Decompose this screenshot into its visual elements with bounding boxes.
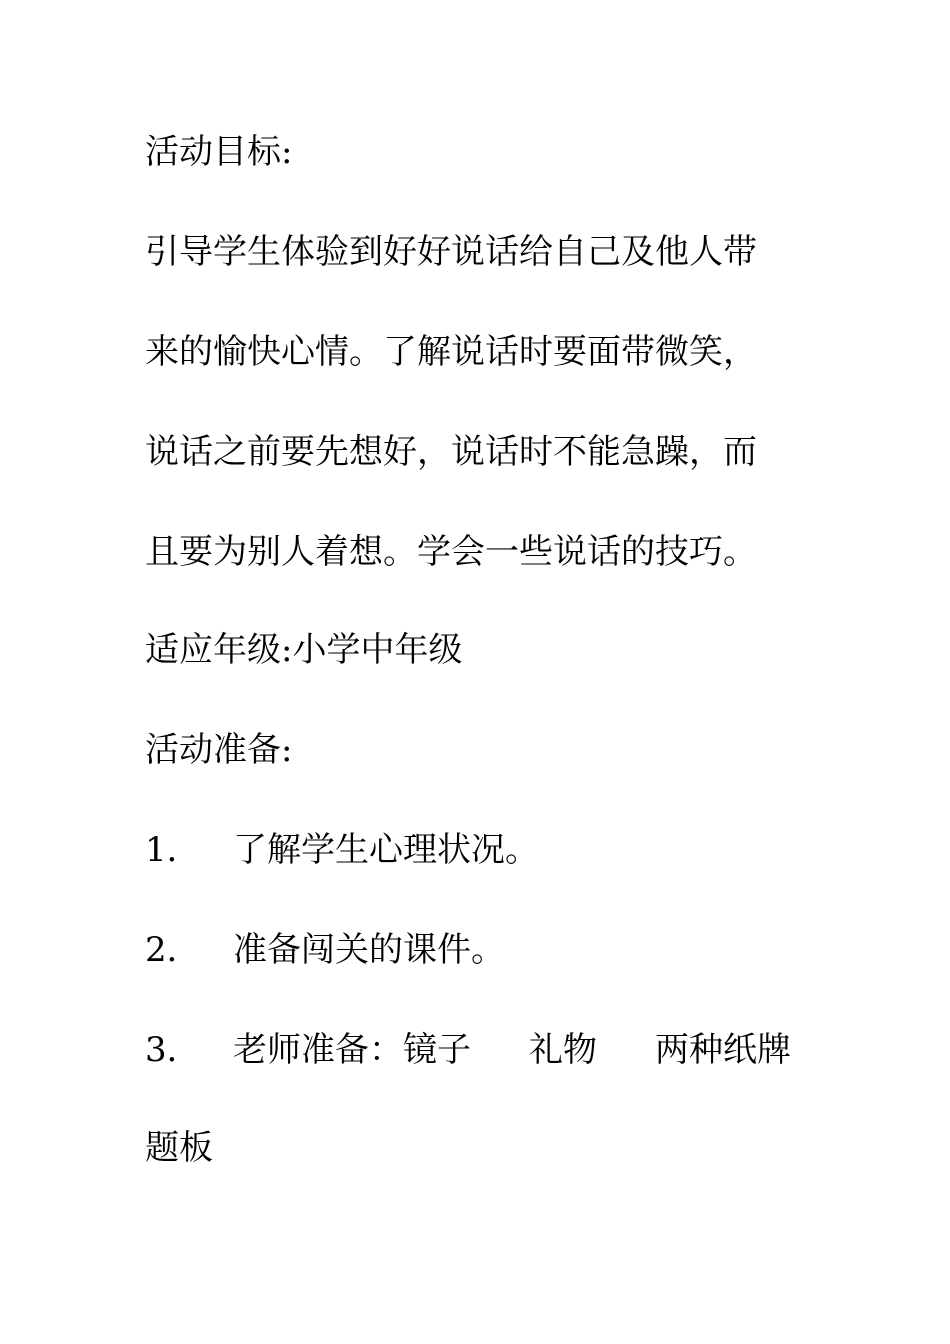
prep-item-3-continuation: 题板: [145, 1128, 213, 1168]
goal-paragraph-line-4: 且要为别人着想。学会一些说话的技巧。: [145, 532, 757, 572]
applicable-grade: 适应年级:小学中年级: [145, 630, 463, 670]
goal-paragraph-line-3: 说话之前要先想好，说话时不能急躁，而: [145, 432, 757, 472]
prep-item-text: 老师准备：镜子: [233, 1030, 471, 1070]
goal-paragraph-line-2: 来的愉快心情。了解说话时要面带微笑，: [145, 332, 757, 372]
prep-item-3: [145, 1030, 825, 1070]
prep-item-number: 3．: [145, 1030, 201, 1070]
prep-item-2: [145, 930, 825, 970]
prep-item-3-gift: 礼物: [529, 1030, 597, 1070]
prep-item-number: 2．: [145, 930, 201, 970]
goal-paragraph-line-1: 引导学生体验到好好说话给自己及他人带: [145, 232, 757, 272]
prep-item-text: 准备闯关的课件。: [233, 930, 505, 970]
heading-activity-prep: 活动准备:: [145, 730, 293, 770]
prep-item-number: 1．: [145, 830, 201, 870]
prep-item-text: 了解学生心理状况。: [233, 830, 539, 870]
heading-activity-goal: 活动目标:: [145, 132, 293, 172]
prep-item-3-cards: 两种纸牌: [655, 1030, 791, 1070]
prep-item-1: [145, 830, 825, 870]
